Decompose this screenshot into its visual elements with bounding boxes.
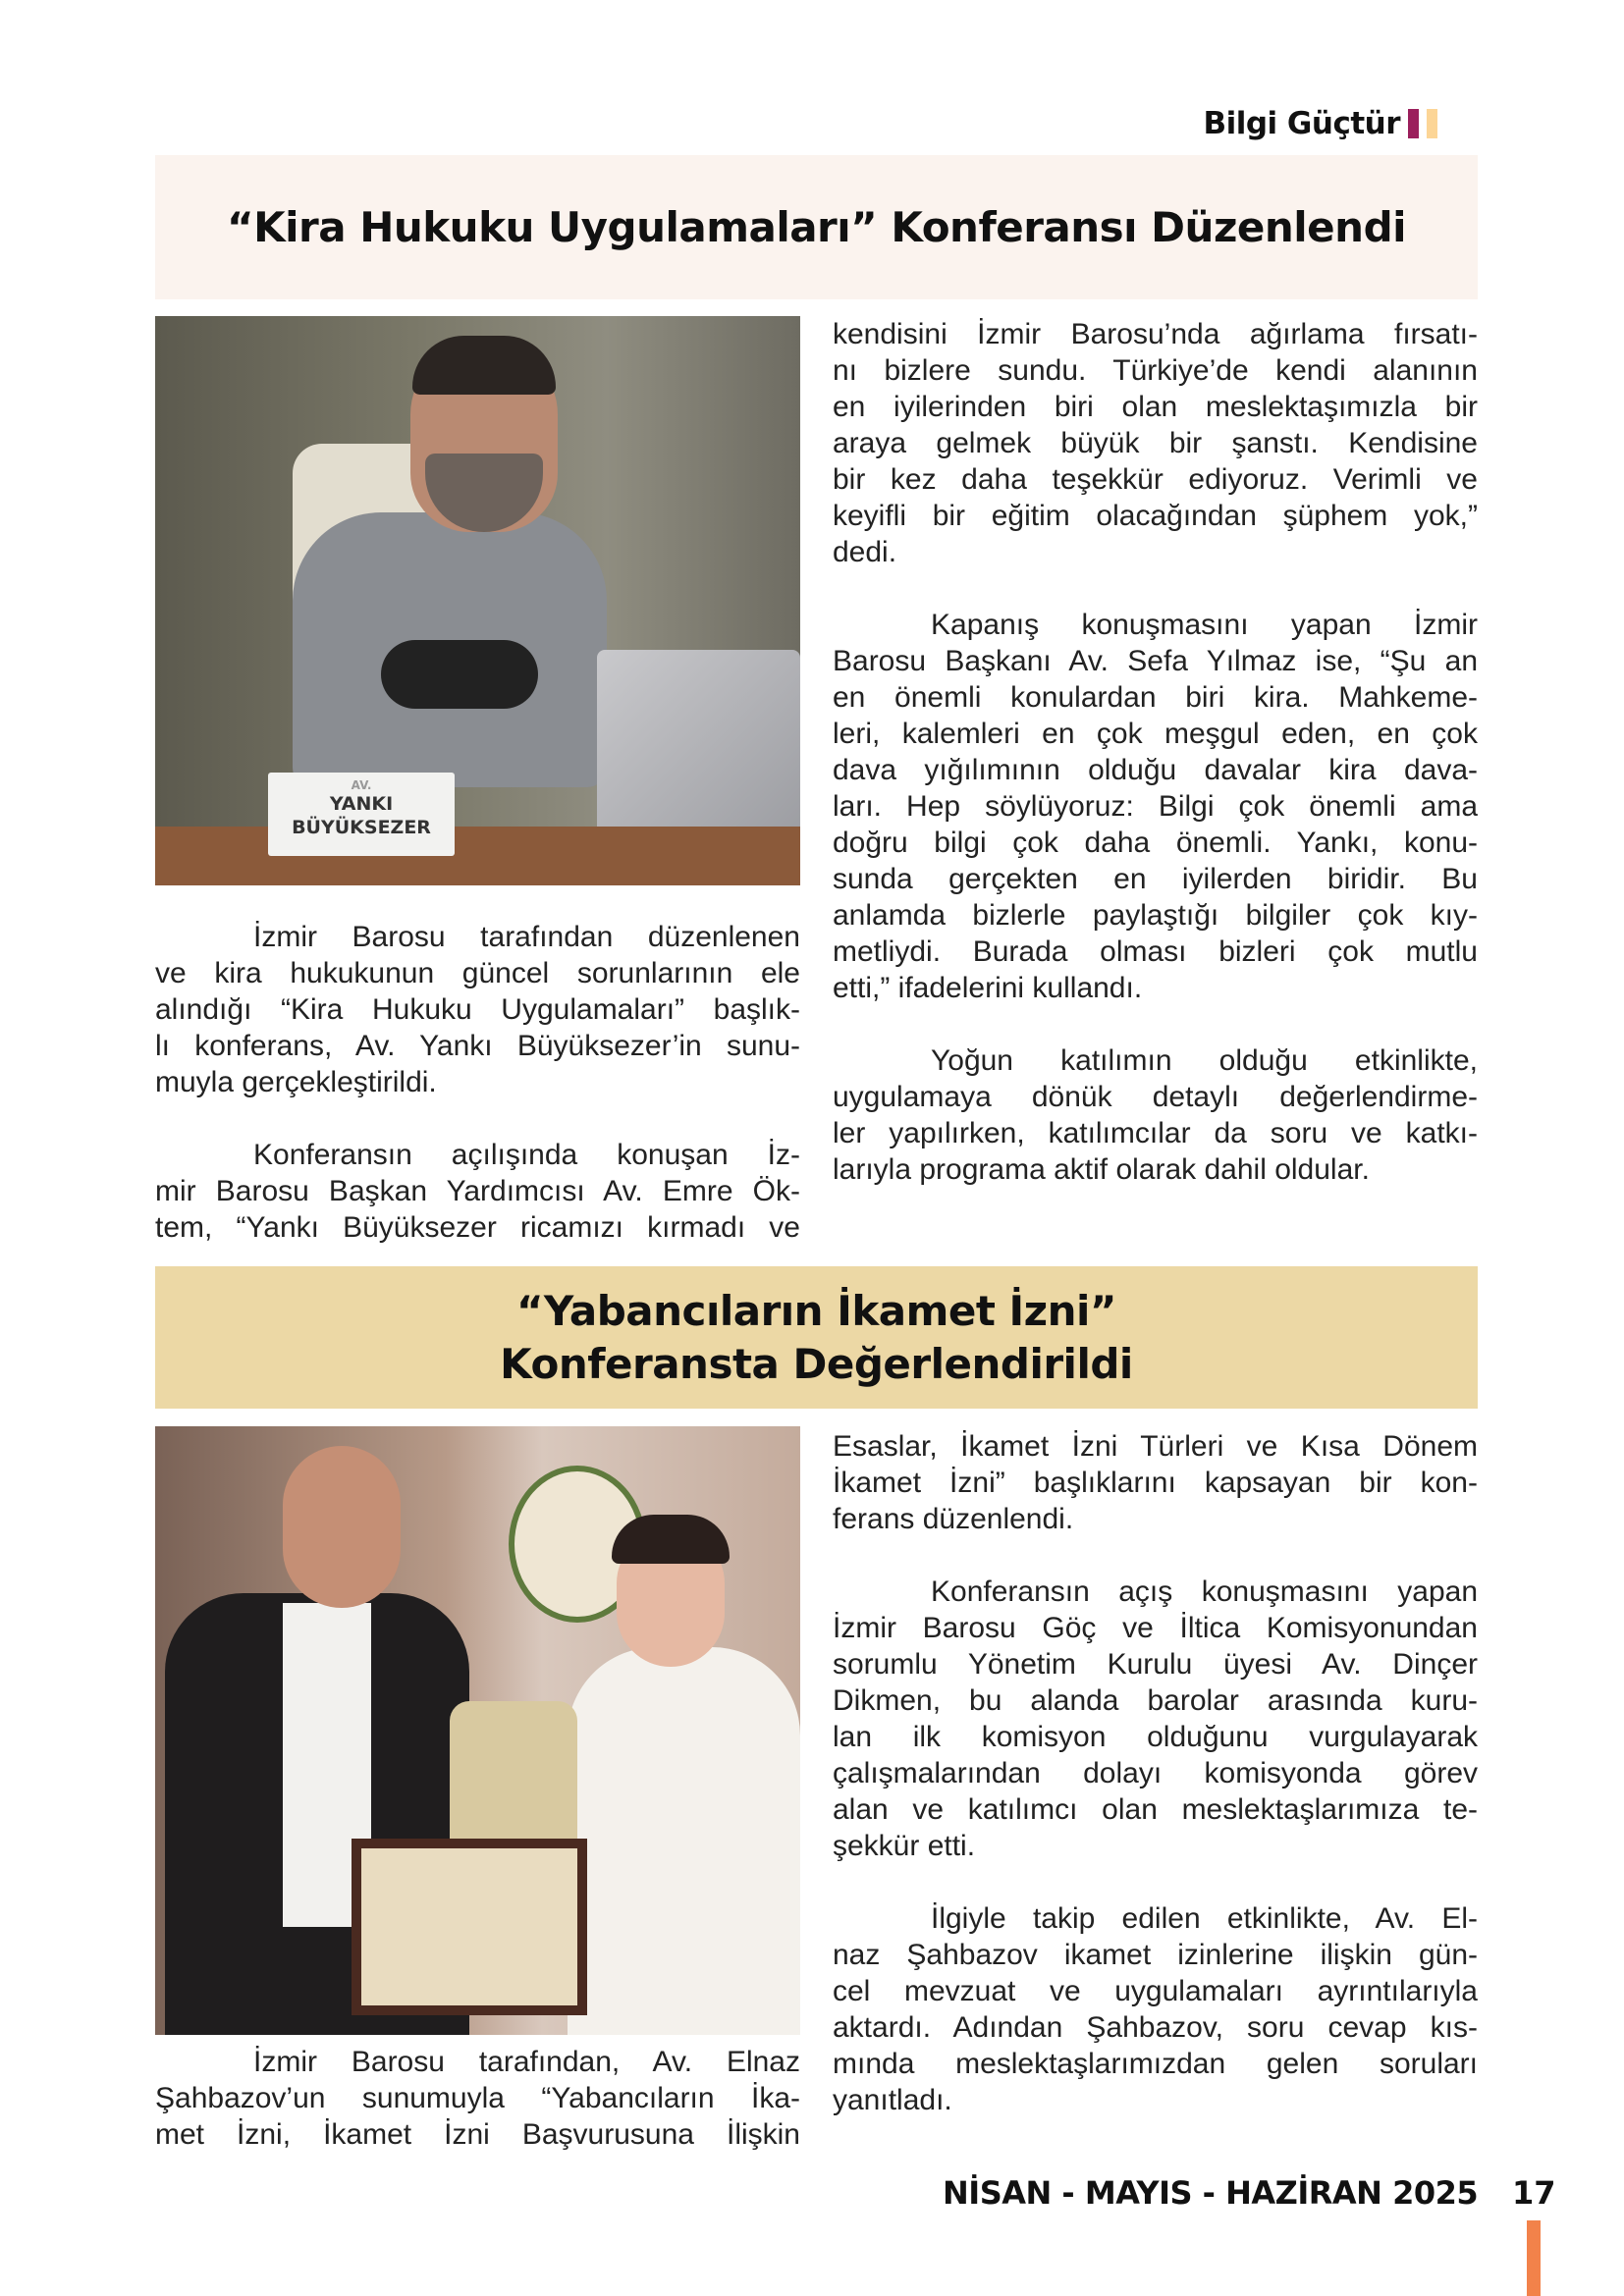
paragraph-gap: [833, 570, 1478, 607]
text-line: kendisini İzmir Barosu’nda ağırlama fırsatı-: [833, 318, 1478, 350]
text-line: sorumlu Yönetim Kurulu üyesi Av. Dinçer: [833, 1648, 1478, 1681]
photo-desk: [155, 827, 800, 885]
text-line: ler yapılırken, katılımcılar da soru ve katkı-: [833, 1117, 1478, 1149]
article2-title-line2: Konferansta Değerlendirildi: [500, 1339, 1133, 1388]
article2-title-box: [155, 1266, 1478, 1409]
text-line: leri, kalemleri en çok meşgul eden, en çok: [833, 718, 1478, 750]
photo-woman-blouse: [568, 1647, 800, 2035]
text-line: alındığı “Kira Hukuku Uygulamaları” başlık-: [155, 993, 800, 1026]
text-line: Yoğun katılımın olduğu etkinlikte,: [931, 1044, 1478, 1077]
text-line: ferans düzenlendi.: [833, 1503, 1074, 1535]
text-line: yanıtladı.: [833, 2084, 952, 2116]
page-number: 17: [1512, 2174, 1556, 2212]
text-line: muyla gerçekleştirildi.: [155, 1066, 437, 1098]
text-line: İzmir Barosu tarafından düzenlenen: [253, 921, 800, 953]
text-line: lı konferans, Av. Yankı Büyüksezer’in sunu-: [155, 1030, 800, 1062]
paragraph: [833, 1042, 1478, 1188]
article2-right-column: [833, 1428, 1478, 2118]
paragraph: [155, 1137, 800, 1246]
text-line: met İzni, İkamet İzni Başvurusuna İlişkin: [155, 2118, 800, 2151]
text-line: Dikmen, bu alanda barolar arasında kuru-: [833, 1684, 1478, 1717]
text-line: aktardı. Adından Şahbazov, soru cevap kıs-: [833, 2011, 1478, 2044]
text-line: uygulamaya dönük detaylı değerlendirme-: [833, 1081, 1478, 1113]
footer-accent-bar: [1527, 2220, 1541, 2296]
photo-certificate: [352, 1839, 587, 2015]
text-line: alan ve katılımcı olan meslektaşlarımıza te-: [833, 1793, 1478, 1826]
text-line: nı bizlere sundu. Türkiye’de kendi alanının: [833, 354, 1478, 387]
paragraph: [155, 919, 800, 1100]
photo-woman-hair: [612, 1515, 730, 1564]
nameplate-title: AV.: [351, 778, 372, 792]
text-line: İzmir Barosu tarafından, Av. Elnaz: [253, 2046, 800, 2078]
accent-bar-purple: [1408, 109, 1419, 138]
text-line: mir Barosu Başkan Yardımcısı Av. Emre Ök-: [155, 1175, 800, 1207]
text-line: lan ilk komisyon olduğunu vurgulayarak: [833, 1721, 1478, 1753]
text-line: Esaslar, İkamet İzni Türleri ve Kısa Dönem: [833, 1430, 1478, 1463]
article1-photo: [155, 316, 800, 885]
text-line: ve kira hukukunun güncel sorunlarının ele: [155, 957, 800, 989]
text-line: larıyla programa aktif olarak dahil oldular.: [833, 1153, 1370, 1186]
paragraph: [833, 1574, 1478, 1864]
text-line: metliydi. Burada olması bizleri çok mutlu: [833, 935, 1478, 968]
paragraph: [833, 1428, 1478, 1537]
paragraph: [155, 2044, 800, 2153]
photo-person-hair: [412, 336, 556, 395]
photo-man-head: [283, 1446, 401, 1608]
text-line: Kapanış konuşmasını yapan İzmir: [931, 609, 1478, 641]
paragraph: [833, 316, 1478, 570]
text-line: doğru bilgi çok daha önemli. Yankı, konu-: [833, 827, 1478, 859]
section-label-text: Bilgi Güçtür: [1203, 106, 1400, 141]
text-line: Konferansın açış konuşmasını yapan: [931, 1575, 1478, 1608]
text-line: Barosu Başkanı Av. Sefa Yılmaz ise, “Şu an: [833, 645, 1478, 677]
article2-title-line1: “Yabancıların İkamet İzni”: [515, 1286, 1117, 1335]
article1-left-column: [155, 919, 800, 1246]
footer-issue: NİSAN - MAYIS - HAZİRAN 2025: [943, 2174, 1479, 2212]
text-line: araya gelmek büyük bir şanstı. Kendisine: [833, 427, 1478, 459]
nameplate-last-name: BÜYÜKSEZER: [292, 817, 431, 838]
text-line: şekkür etti.: [833, 1830, 976, 1862]
paragraph-gap: [155, 1100, 800, 1137]
photo-laptop: [597, 650, 800, 846]
text-line: Konferansın açılışında konuşan İz-: [253, 1139, 800, 1171]
paragraph: [833, 1900, 1478, 2118]
article2-left-column: [155, 2044, 800, 2153]
article1-right-column: [833, 316, 1478, 1188]
nameplate-first-name: YANKI: [329, 793, 394, 815]
photo-nameplate: [268, 773, 455, 856]
text-line: İkamet İzni” başlıklarını kapsayan bir kon-: [833, 1467, 1478, 1499]
photo-shirt-logo: [381, 640, 538, 709]
text-line: İlgiyle takip edilen etkinlikte, Av. El-: [931, 1902, 1478, 1935]
text-line: naz Şahbazov ikamet izinlerine ilişkin gün-: [833, 1939, 1478, 1971]
text-line: Şahbazov’un sunumuyla “Yabancıların İka-: [155, 2082, 800, 2114]
text-line: cel mevzuat ve uygulamaları ayrıntılarıyla: [833, 1975, 1478, 2007]
paragraph-gap: [833, 1006, 1478, 1042]
text-line: ları. Hep söylüyoruz: Bilgi çok önemli ama: [833, 790, 1478, 823]
paragraph: [833, 607, 1478, 1006]
text-line: anlamda bizlerle paylaştığı bilgiler çok kıy-: [833, 899, 1478, 932]
section-label: [1203, 106, 1437, 141]
article2-photo: [155, 1426, 800, 2035]
paragraph-gap: [833, 1537, 1478, 1574]
text-line: dedi.: [833, 536, 897, 568]
text-line: bir kez daha teşekkür ediyoruz. Verimli ve: [833, 463, 1478, 496]
text-line: en önemli konulardan biri kira. Mahkeme-: [833, 681, 1478, 714]
text-line: keyifli bir eğitim olacağından şüphem yok,”: [833, 500, 1478, 532]
text-line: İzmir Barosu Göç ve İltica Komisyonundan: [833, 1612, 1478, 1644]
text-line: sunda gerçekten en iyilerden biridir. Bu: [833, 863, 1478, 895]
text-line: dava yığılımının olduğu davalar kira dava-: [833, 754, 1478, 786]
article1-title-box: [155, 155, 1478, 299]
text-line: en iyilerinden biri olan meslektaşımızla bir: [833, 391, 1478, 423]
accent-bar-yellow: [1427, 109, 1437, 138]
text-line: çalışmalarından dolayı komisyonda görev: [833, 1757, 1478, 1789]
text-line: mında meslektaşlarımızdan gelen soruları: [833, 2048, 1478, 2080]
text-line: etti,” ifadelerini kullandı.: [833, 972, 1143, 1004]
paragraph-gap: [833, 1864, 1478, 1900]
text-line: tem, “Yankı Büyüksezer ricamızı kırmadı ve: [155, 1211, 800, 1244]
article1-title: “Kira Hukuku Uygulamaları” Konferansı Düzenlendi: [226, 202, 1407, 251]
